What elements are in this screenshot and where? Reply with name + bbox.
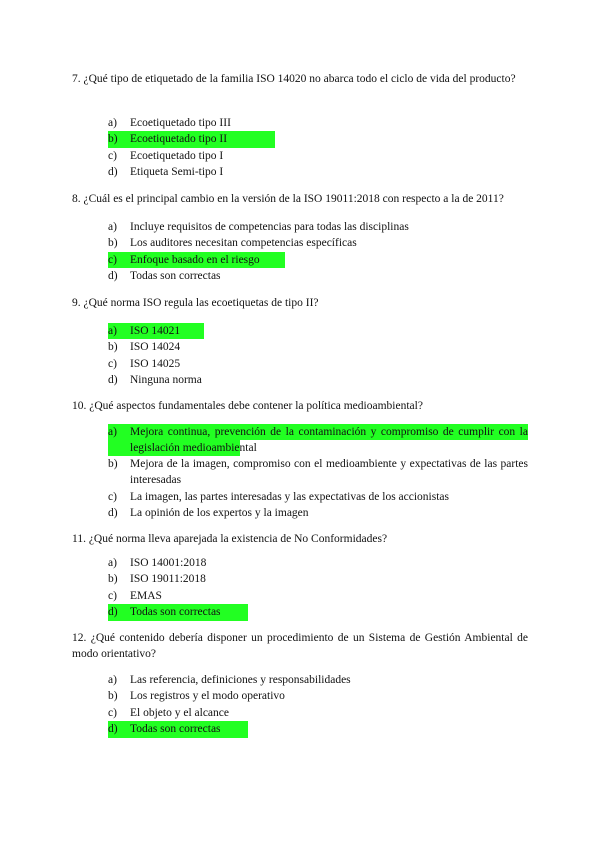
option-correct [108,323,204,339]
option-text: Todas son correctas [130,723,221,736]
option [108,164,528,180]
option [108,489,528,505]
option-label: c) [108,149,117,162]
option [108,356,528,372]
option-text: Todas son correctas [130,606,221,619]
option [108,339,528,355]
option-label: b) [108,690,118,703]
option [108,555,528,571]
option-label: d) [108,723,118,736]
option-label: b) [108,458,118,470]
option-correct [108,604,248,620]
option-text: ISO 14024 [130,341,181,354]
question-10-options [108,424,528,522]
option-label: d) [108,166,118,179]
option-text: ISO 19011:2018 [130,573,206,586]
option-text: ISO 14001:2018 [130,557,207,569]
question-8-options [108,219,528,285]
question-9: 9. ¿Qué norma ISO regula las ecoetiquetas de tipo II? [72,297,319,309]
option [108,588,528,604]
option-text: Ecoetiquetado tipo III [130,117,231,129]
option-label: a) [108,557,117,569]
option-text: La opinión de los expertos y la imagen [130,507,309,520]
option-text: ISO 14025 [130,357,181,370]
option [108,705,528,721]
option-text: Los auditores necesitan competencias específicas [130,237,357,250]
option [108,219,528,235]
option-text: ISO 14021 [130,325,181,337]
option-label: c) [108,706,117,719]
option-label: a) [108,117,117,129]
option-label: d) [108,606,118,619]
question-7-options [108,115,528,181]
option-text: Los registros y el modo operativo [130,690,285,703]
question-7: 7. ¿Qué tipo de etiquetado de la familia ISO 14020 no abarca todo el ciclo de vida del producto? [72,73,516,85]
option-text: Ecoetiquetado tipo II [130,133,228,146]
option-text: Ecoetiquetado tipo I [130,149,224,162]
option-text: Todas son correctas [130,270,221,283]
question-8: 8. ¿Cuál es el principal cambio en la versión de la ISO 19011:2018 con respecto a la de 2011? [72,193,504,205]
option-correct [108,131,275,147]
option-label: a) [108,674,117,686]
option-text: Las referencia, definiciones y responsabilidades [130,674,351,686]
option-label: a) [108,221,117,233]
option-correct [108,721,248,737]
question-12: 12. ¿Qué contenido debería disponer un procedimiento de un Sistema de Gestión Ambiental de modo orientativo? [72,632,528,660]
question-11: 11. ¿Qué norma lleva aparejada la existencia de No Conformidades? [72,533,388,545]
option-text: EMAS [130,589,162,602]
option-label: c) [108,253,117,266]
option-text: La imagen, las partes interesadas y las expectativas de los accionistas [130,490,450,503]
option-text: El objeto y el alcance [130,706,229,719]
option [108,571,528,587]
option-text: Mejora de la imagen, compromiso con el medioambiente y expectativas de las partes interesadas [130,458,528,487]
option [108,372,528,388]
question-10: 10. ¿Qué aspectos fundamentales debe contener la política medioambiental? [72,400,423,412]
question-11-options [108,555,528,621]
option-label: d) [108,507,118,520]
option-label: d) [108,374,118,387]
option-label: c) [108,589,117,602]
option [108,268,528,284]
option-label: a) [108,424,117,440]
question-12-options [108,672,528,738]
option-correct [108,424,528,456]
option-text: Ninguna norma [130,374,202,387]
option-text: Enfoque basado en el riesgo [130,253,260,266]
option [108,235,528,251]
option-label: b) [108,573,118,586]
option-label: b) [108,133,118,146]
option [108,148,528,164]
option-text: Mejora continua, prevención de la contaminación y compromiso de cumplir con la legislación medioambiental [108,424,528,457]
option-text: Incluye requisitos de competencias para todas las disciplinas [130,221,409,233]
option [108,115,528,131]
option-label: c) [108,490,117,503]
option [108,688,528,704]
option-text: Etiqueta Semi-tipo I [130,166,224,179]
option [108,672,528,688]
option-correct [108,252,285,268]
option-label: d) [108,270,118,283]
option-label: c) [108,357,117,370]
option-label: b) [108,237,118,250]
option [108,456,528,489]
question-9-options [108,323,528,389]
option-label: b) [108,341,118,354]
option [108,505,528,521]
option-label: a) [108,325,117,337]
